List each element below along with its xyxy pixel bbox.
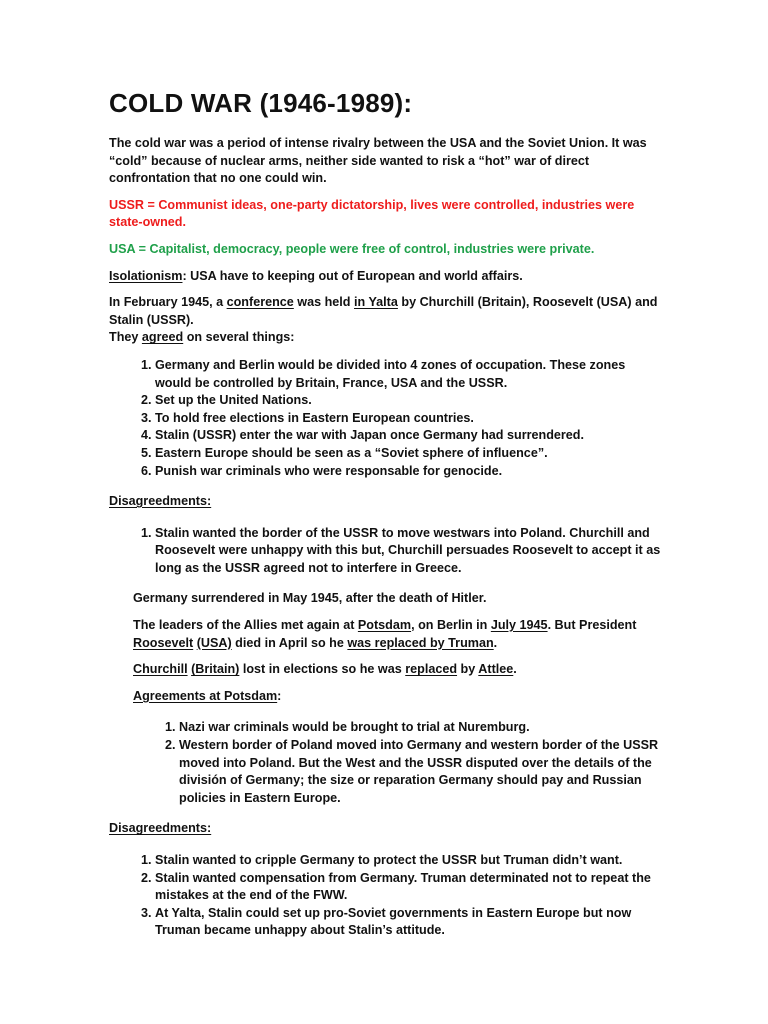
intro-paragraph: The cold war was a period of intense rivalry between the USA and the Soviet Union. It was “cold” because of nuclear arms, neither side wanted to risk a “hot” war of direct confrontation that no one could win. [109,136,647,186]
ussr-definition: USSR = Communist ideas, one-party dictatorship, lives were controlled, industries were state-owned. [109,197,635,230]
yalta-underline-in-yalta: in Yalta [354,295,398,310]
disagreements-heading-text: Disagreedments: [109,494,212,509]
potsdam-disagreements-list [109,852,665,940]
list-item: 2. Set up the United Nations. [155,392,665,410]
list-item: 1. Stalin wanted the border of the USSR to move westwars into Poland. Churchill and Roosevelt were unhappy with this but, Churchill persuades Roosevelt to accept it as long as the USSR agreed not to interfere in Greece. [155,525,665,578]
potsdam-underline: July 1945 [490,618,548,633]
yalta-text: They [109,330,142,345]
potsdam-underline: Roosevelt [133,635,194,650]
churchill-underline: (Britain) [191,662,240,677]
isolationism-paragraph [109,268,665,286]
potsdam-underline: Potsdam [357,618,412,633]
list-item: 3. To hold free elections in Eastern European countries. [155,410,665,428]
page-title: COLD WAR (1946-1989): [109,88,413,118]
churchill-text: by [457,662,479,677]
list-item: 4. Stalin (USSR) enter the war with Japan once Germany had surrendered. [155,427,665,445]
potsdam-agreements-heading [133,688,665,706]
churchill-text: . [513,662,517,677]
yalta-agreements-list [109,357,665,480]
list-item: 2. Stalin wanted compensation from Germany. Truman determinated not to repeat the mistakes at the end of the FWW. [155,870,665,905]
potsdam-text: The leaders of the Allies met again at [133,618,358,633]
yalta-disagreements-list [109,525,665,578]
disagreements-heading [109,493,665,511]
list-item: 1. Germany and Berlin would be divided into 4 zones of occupation. These zones would be controlled by Britain, France, USA and the USSR. [155,357,665,392]
usa-definition: USA = Capitalist, democracy, people were free of control, industries were private. [109,241,595,256]
disagreements-heading-2 [109,820,665,838]
isolationism-definition: : USA have to keeping out of European and world affairs. [182,268,523,283]
document-page [109,86,665,953]
potsdam-text: died in April so he [231,635,348,650]
potsdam-underline: was replaced by Truman [347,635,494,650]
yalta-underline-agreed: agreed [141,330,184,345]
yalta-agreed-line [109,329,665,347]
list-item: 3. At Yalta, Stalin could set up pro-Soviet governments in Eastern Europe but now Truman became unhappy about Stalin’s attitude. [155,905,665,940]
list-item: 5. Eastern Europe should be seen as a “Soviet sphere of influence”. [155,445,665,463]
potsdam-text: . But President [547,618,637,633]
yalta-underline-conference: conference [226,295,294,310]
surrender-paragraph: Germany surrendered in May 1945, after the death of Hitler. [133,591,487,606]
potsdam-text: , on Berlin in [411,618,491,633]
churchill-paragraph [133,661,665,679]
yalta-text: was held [293,295,355,310]
list-item: 6. Punish war criminals who were responsable for genocide. [155,463,665,481]
list-item: 1. Stalin wanted to cripple Germany to protect the USSR but Truman didn’t want. [155,852,665,870]
potsdam-agreements-list [109,719,665,807]
churchill-underline: Attlee [478,662,514,677]
yalta-text: on several things: [183,330,295,345]
yalta-text: In February 1945, a [109,295,227,310]
potsdam-paragraph [133,617,665,652]
potsdam-underline: (USA) [196,635,232,650]
churchill-text: lost in elections so he was [239,662,406,677]
list-item: 1. Nazi war criminals would be brought to trial at Nuremburg. [179,719,665,737]
disagreements-heading-text: Disagreedments: [109,821,212,836]
yalta-text: by Churchill (Britain), Roosevelt (USA) and Stalin (USSR). [109,295,658,327]
isolationism-term: Isolationism [109,268,183,283]
potsdam-agreements-heading-text: Agreements at Potsdam [133,688,278,703]
heading-colon: : [277,688,282,703]
churchill-underline: replaced [405,662,458,677]
list-item: 2. Western border of Poland moved into Germany and western border of the USSR moved into Poland. But the West and the USSR disputed over the details of the división of Germany; the size or reparation Germany should pay and Russian policies in Eastern Europe. [179,737,665,807]
yalta-paragraph [109,294,665,329]
potsdam-text: . [493,635,498,650]
churchill-underline: Churchill [133,662,188,677]
